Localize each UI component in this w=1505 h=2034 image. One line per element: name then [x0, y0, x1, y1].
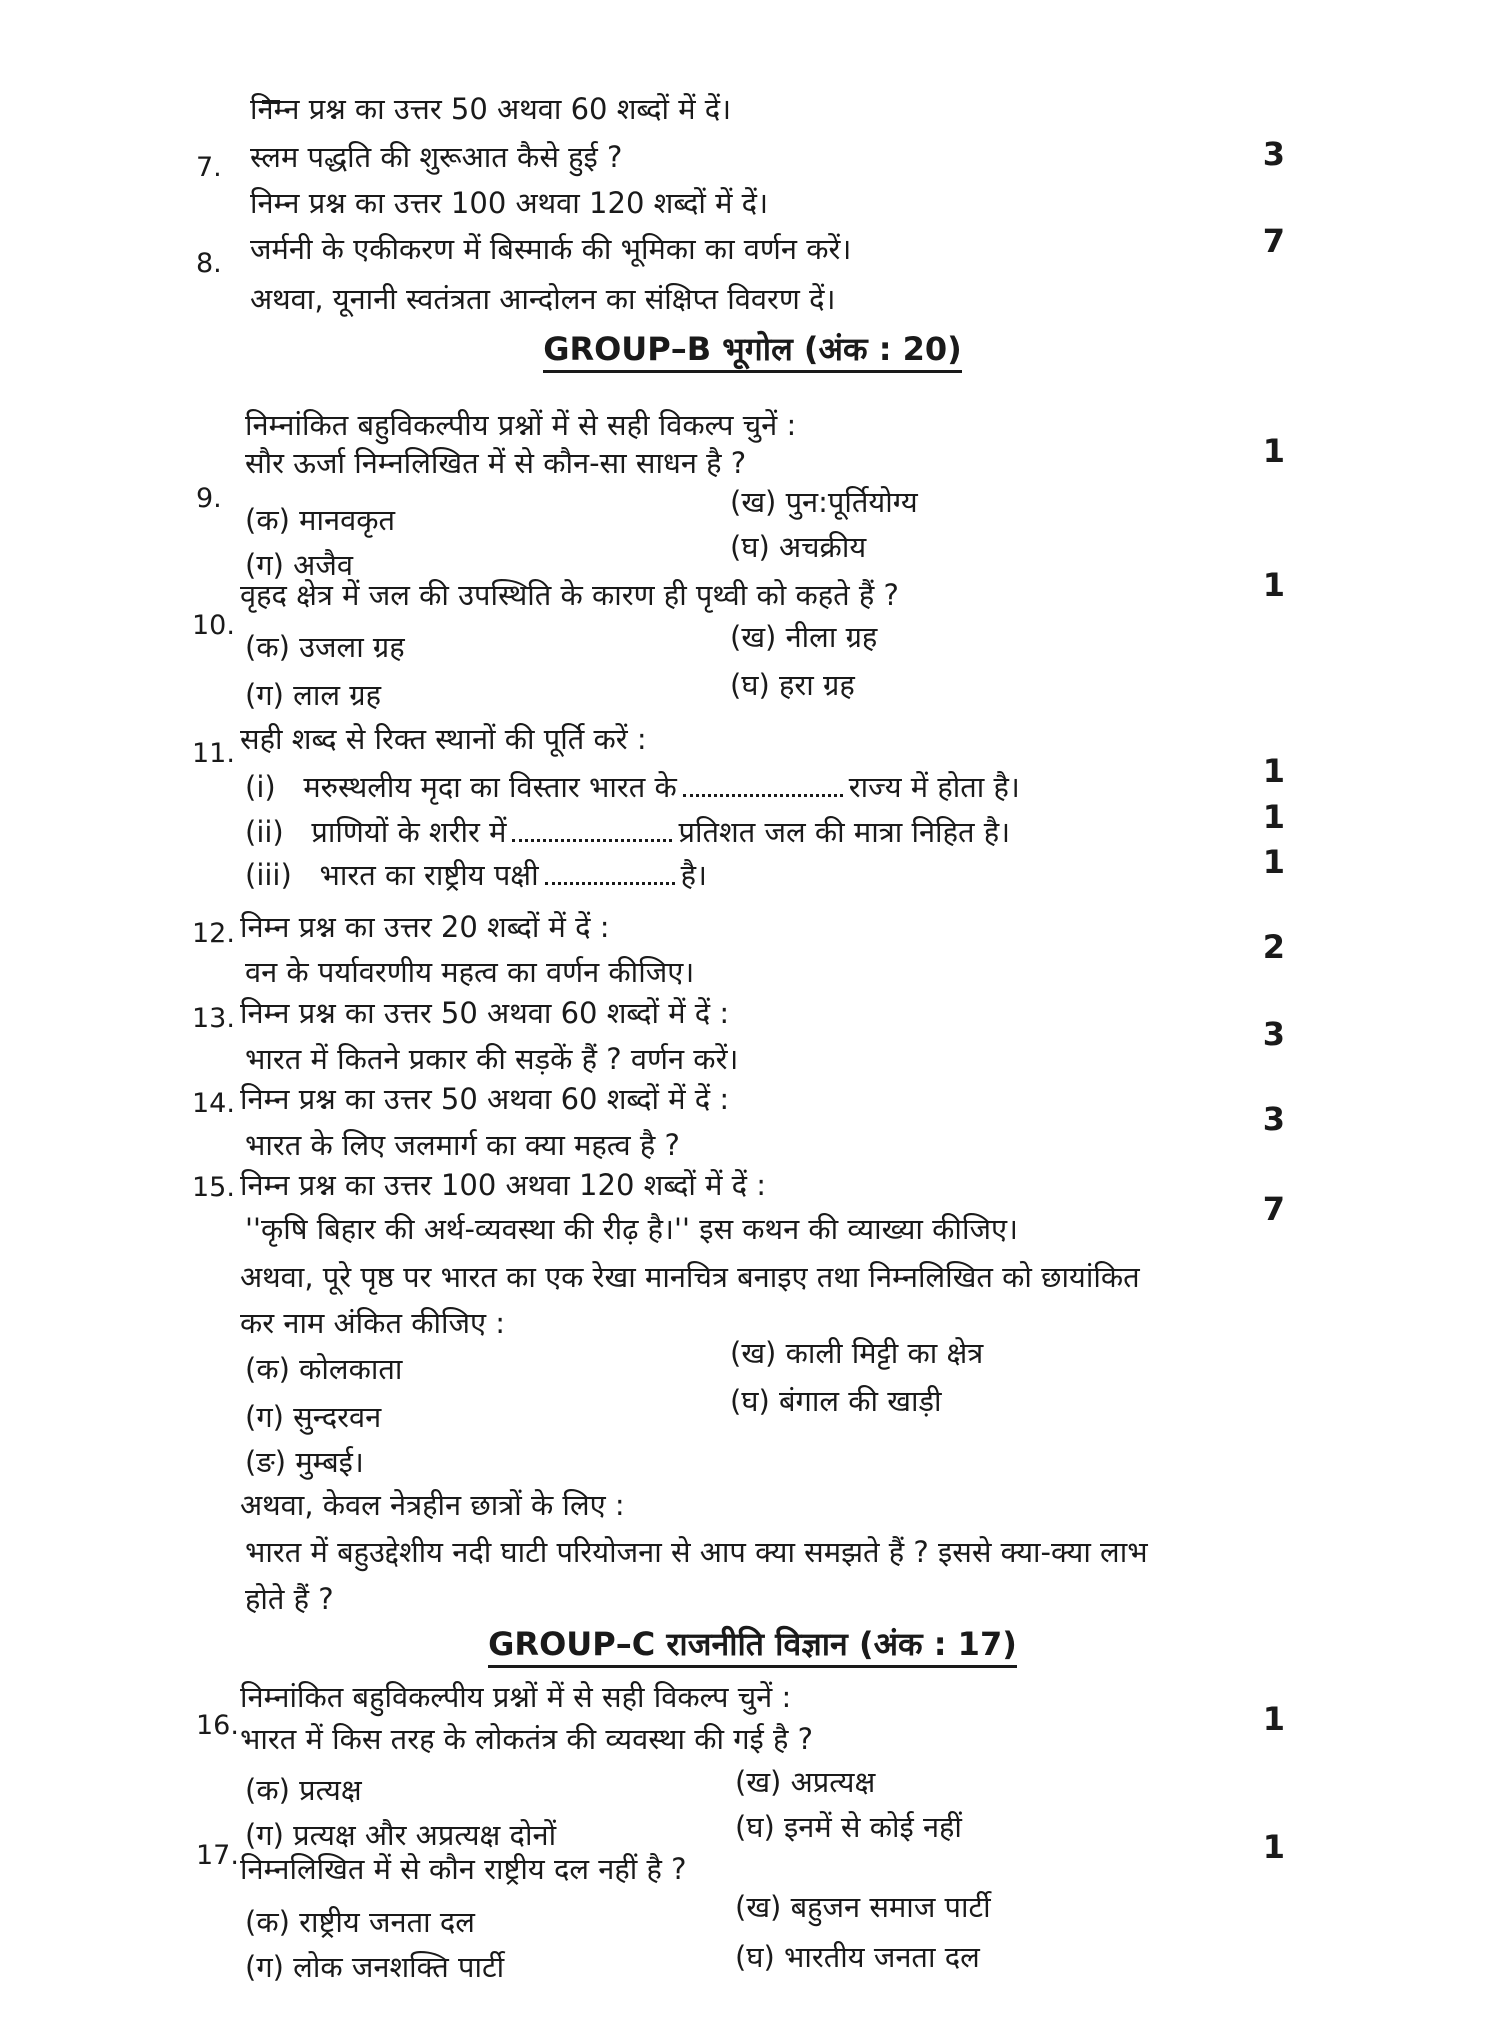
q15-map-item-kha: (ख) काली मिट्टी का क्षेत्र: [730, 1336, 984, 1370]
q17-option-ka: (क) राष्ट्रीय जनता दल: [245, 1905, 475, 1939]
q8-marks: 7: [1262, 222, 1285, 260]
q11-item-ii-before: प्राणियों के शरीर में: [311, 815, 507, 849]
q12-number: 12.: [192, 918, 235, 949]
group-c-mcq-instruction: निम्नांकित बहुविकल्पीय प्रश्नों में से सही विकल्प चुनें :: [240, 1680, 792, 1714]
q11-item-iii-label: (iii): [245, 858, 292, 892]
q16-option-ka: (क) प्रत्यक्ष: [245, 1773, 362, 1807]
q12-marks: 2: [1262, 928, 1285, 966]
q10-question: वृहद क्षेत्र में जल की उपस्थिति के कारण ही पृथ्वी को कहते हैं ?: [240, 578, 899, 612]
q10-number: 10.: [192, 610, 235, 641]
q15-map-item-ka: (क) कोलकाता: [245, 1352, 403, 1386]
q9-option-ka: (क) मानवकृत: [245, 503, 395, 537]
q8-question: जर्मनी के एकीकरण में बिस्मार्क की भूमिका का वर्णन करें।: [250, 232, 852, 266]
q11-number: 11.: [192, 738, 235, 769]
q8-alternative: अथवा, यूनानी स्वतंत्रता आन्दोलन का संक्षिप्त विवरण दें।: [250, 282, 836, 316]
q16-number: 16.: [196, 1710, 239, 1741]
q11-item-i: [245, 770, 1020, 805]
q15-instruction: निम्न प्रश्न का उत्तर 100 अथवा 120 शब्दों में दें :: [240, 1168, 767, 1202]
q10-option-kha: (ख) नीला ग्रह: [730, 620, 878, 654]
q12-instruction: निम्न प्रश्न का उत्तर 20 शब्दों में दें :: [240, 910, 610, 944]
group-b-mcq-instruction: निम्नांकित बहुविकल्पीय प्रश्नों में से सही विकल्प चुनें :: [245, 408, 797, 442]
blank: [512, 827, 672, 842]
q14-marks: 3: [1262, 1100, 1285, 1138]
q9-marks: 1: [1262, 432, 1285, 470]
q11-item-ii-marks: 1: [1262, 798, 1285, 836]
q13-instruction: निम्न प्रश्न का उत्तर 50 अथवा 60 शब्दों में दें :: [240, 996, 730, 1030]
q17-question: निम्नलिखित में से कौन राष्ट्रीय दल नहीं है ?: [240, 1852, 687, 1886]
q16-option-ga: (ग) प्रत्यक्ष और अप्रत्यक्ष दोनों: [245, 1818, 557, 1852]
q8-number: 8.: [196, 248, 222, 279]
q17-marks: 1: [1262, 1828, 1285, 1866]
q16-option-kha: (ख) अप्रत्यक्ष: [735, 1765, 876, 1799]
q7-number: 7.: [196, 152, 222, 183]
q15-alt2-question-line2: होते हैं ?: [245, 1582, 334, 1616]
q7-marks: 3: [1262, 135, 1285, 173]
group-c-heading: GROUP–C राजनीति विज्ञान (अंक : 17): [0, 1625, 1505, 1663]
q9-question: सौर ऊर्जा निम्नलिखित में से कौन-सा साधन है ?: [245, 446, 747, 480]
q7-instruction: निम्न प्रश्न का उत्तर 50 अथवा 60 शब्दों में दें।: [250, 92, 732, 126]
q11-item-i-marks: 1: [1262, 752, 1285, 790]
q17-option-gha: (घ) भारतीय जनता दल: [735, 1940, 980, 1974]
q7-question: स्लम पद्धति की शुरूआत कैसे हुई ?: [250, 140, 623, 174]
q10-option-ka: (क) उजला ग्रह: [245, 630, 405, 664]
q11-item-ii-after: प्रतिशत जल की मात्रा निहित है।: [678, 815, 1011, 849]
q10-marks: 1: [1262, 566, 1285, 604]
q17-option-kha: (ख) बहुजन समाज पार्टी: [735, 1890, 991, 1924]
q9-option-gha: (घ) अचक्रीय: [730, 530, 867, 564]
q15-map-item-nga: (ङ) मुम्बई।: [245, 1445, 364, 1479]
q17-number: 17.: [196, 1840, 239, 1871]
q16-marks: 1: [1262, 1700, 1285, 1738]
group-b-heading: GROUP–B भूगोल (अंक : 20): [0, 330, 1505, 368]
q14-instruction: निम्न प्रश्न का उत्तर 50 अथवा 60 शब्दों में दें :: [240, 1082, 730, 1116]
q11-item-i-after: राज्य में होता है।: [848, 770, 1020, 804]
q11-item-i-before: मरुस्थलीय मृदा का विस्तार भारत के: [303, 770, 677, 804]
q15-alt2: अथवा, केवल नेत्रहीन छात्रों के लिए :: [240, 1488, 625, 1522]
q11-item-ii: [245, 815, 1010, 850]
q12-question: वन के पर्यावरणीय महत्व का वर्णन कीजिए।: [245, 955, 695, 989]
q11-item-iii-before: भारत का राष्ट्रीय पक्षी: [319, 858, 539, 892]
q15-alt1-line1: अथवा, पूरे पृष्ठ पर भारत का एक रेखा मानचित्र बनाइए तथा निम्नलिखित को छायांकित: [240, 1260, 1140, 1294]
q11-item-ii-label: (ii): [245, 815, 284, 849]
q9-number: 9.: [196, 483, 222, 514]
q11-item-iii-marks: 1: [1262, 843, 1285, 881]
q15-alt2-question-line1: भारत में बहुउद्देशीय नदी घाटी परियोजना से आप क्या समझते हैं ? इससे क्या-क्या लाभ: [245, 1535, 1148, 1569]
q11-instruction: सही शब्द से रिक्त स्थानों की पूर्ति करें :: [240, 722, 647, 756]
q15-map-item-gha: (घ) बंगाल की खाड़ी: [730, 1384, 942, 1418]
q11-item-iii-after: है।: [680, 858, 708, 892]
q10-option-gha: (घ) हरा ग्रह: [730, 668, 855, 702]
q15-alt1-line2: कर नाम अंकित कीजिए :: [240, 1306, 506, 1340]
q16-option-gha: (घ) इनमें से कोई नहीं: [735, 1810, 962, 1844]
q13-question: भारत में कितने प्रकार की सड़कें हैं ? वर्णन करें।: [245, 1042, 739, 1076]
q15-question: ''कृषि बिहार की अर्थ-व्यवस्था की रीढ़ है।'' इस कथन की व्याख्या कीजिए।: [245, 1212, 1018, 1246]
q10-option-ga: (ग) लाल ग्रह: [245, 678, 381, 712]
q11-item-i-label: (i): [245, 770, 276, 804]
blank: [545, 870, 675, 885]
q14-question: भारत के लिए जलमार्ग का क्या महत्व है ?: [245, 1128, 680, 1162]
q9-option-ga: (ग) अजैव: [245, 548, 353, 582]
blank: [683, 782, 843, 797]
q15-map-item-ga: (ग) सुन्दरवन: [245, 1400, 382, 1434]
q11-item-iii: [245, 858, 707, 893]
q13-number: 13.: [192, 1003, 235, 1034]
q9-option-kha: (ख) पुन:पूर्तियोग्य: [730, 485, 918, 519]
q17-option-ga: (ग) लोक जनशक्ति पार्टी: [245, 1950, 505, 1984]
q13-marks: 3: [1262, 1015, 1285, 1053]
q15-marks: 7: [1262, 1190, 1285, 1228]
q14-number: 14.: [192, 1088, 235, 1119]
q15-number: 15.: [192, 1172, 235, 1203]
q16-question: भारत में किस तरह के लोकतंत्र की व्यवस्था की गई है ?: [240, 1722, 813, 1756]
q8-instruction: निम्न प्रश्न का उत्तर 100 अथवा 120 शब्दों में दें।: [250, 186, 769, 220]
